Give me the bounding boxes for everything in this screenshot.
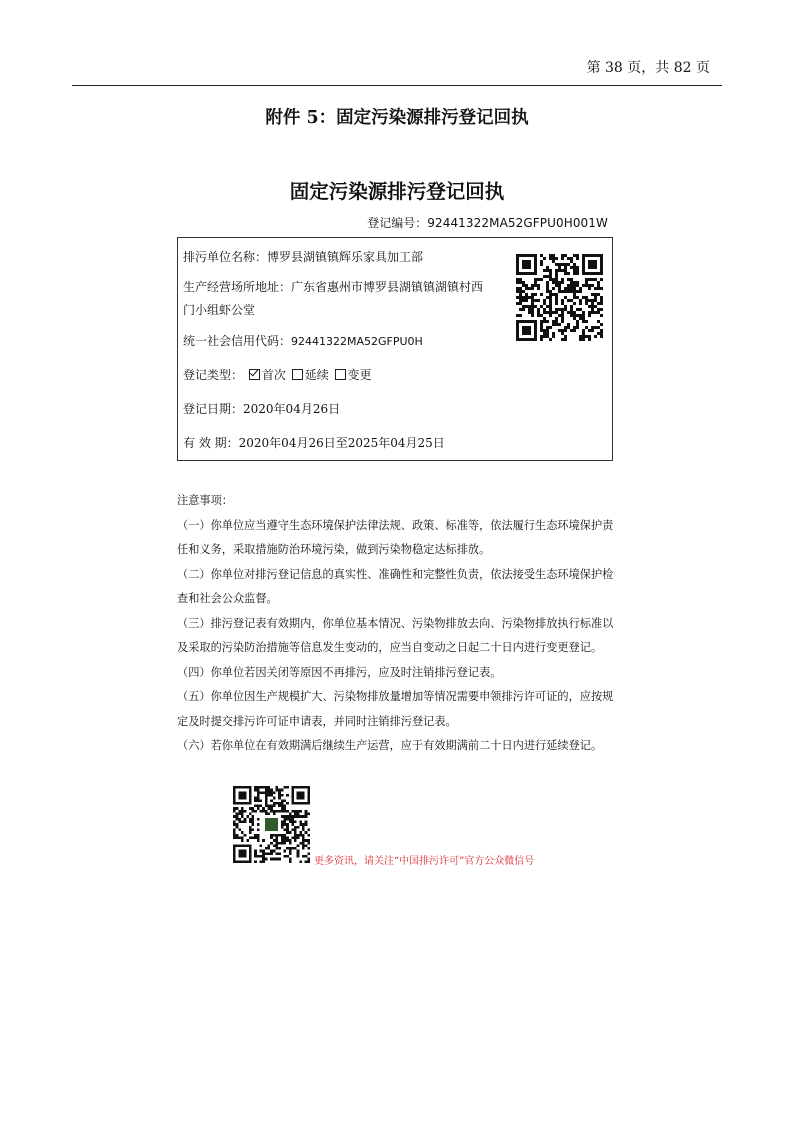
notes-line: 定及时提交排污许可证申请表，并同时注销排污登记表。 xyxy=(177,714,457,728)
page-header: 第 38 页，共 82 页 xyxy=(586,60,710,76)
checkbox-renewal-icon xyxy=(292,369,303,380)
reg-date-value: 2020年04月26日 xyxy=(243,402,341,416)
validity-value: 2020年04月26日至2025年04月25日 xyxy=(238,436,445,450)
header-rule xyxy=(72,85,722,86)
notes-line: 查和社会公众监督。 xyxy=(177,592,278,605)
address-label: 生产经营场所地址： xyxy=(183,280,292,294)
notes-line: （四）你单位若因关闭等原因不再排污，应及时注销排污登记表。 xyxy=(177,665,502,679)
reg-type-first: 首次 xyxy=(261,368,286,382)
reg-type-label: 登记类型： xyxy=(183,368,244,382)
credit-code-label: 统一社会信用代码： xyxy=(183,334,292,348)
notes-section xyxy=(177,489,617,759)
notes-line: （五）你单位因生产规模扩大、污染物排放量增加等情况需要申领排污许可证的，应按规 xyxy=(177,690,614,703)
address-row xyxy=(183,277,483,297)
notes-line: （一）你单位应当遵守生态环境保护法律法规、政策、标准等，依法履行生态环境保护责 xyxy=(177,518,614,532)
credit-code-value: 92441322MA52GFPU0H xyxy=(291,335,423,348)
attachment-title: 附件 5：固定污染源排污登记回执 xyxy=(265,108,529,128)
credit-code-row xyxy=(183,331,423,352)
reg-type-row xyxy=(183,365,372,385)
unit-name-row xyxy=(183,247,423,267)
unit-name-value: 博罗县湖镇镇辉乐家具加工部 xyxy=(267,250,424,264)
address-row-2 xyxy=(183,300,255,320)
reg-date-label: 登记日期： xyxy=(183,402,244,416)
checkbox-first-checked-icon xyxy=(249,369,260,380)
wechat-caption: 更多资讯，请关注“中国排污许可”官方公众微信号 xyxy=(314,856,535,867)
info-box xyxy=(177,237,613,461)
notes-line: （六）若你单位在有效期满后继续生产运营，应于有效期满前二十日内进行延续登记。 xyxy=(177,739,603,752)
notes-title: 注意事项： xyxy=(177,494,233,507)
address-value-line1: 广东省惠州市博罗县湖镇镇湖镇村西 xyxy=(291,280,484,294)
address-value-line2: 门小组虾公堂 xyxy=(183,303,256,317)
validity-row xyxy=(183,433,445,453)
registration-label: 登记编号： xyxy=(367,216,428,230)
notes-line: （二）你单位对排污登记信息的真实性、准确性和完整性负责，依法接受生态环境保护检 xyxy=(177,567,614,581)
registration-qr-code-icon xyxy=(516,254,603,341)
notes-line: 及采取的污染防治措施等信息发生变动的，应当自变动之日起二十日内进行变更登记。 xyxy=(177,641,603,654)
validity-label: 有 效 期： xyxy=(183,436,239,450)
reg-type-change: 变更 xyxy=(347,368,372,382)
unit-name-label: 排污单位名称： xyxy=(183,250,268,264)
wechat-qr-code-icon xyxy=(233,786,310,863)
registration-value: 92441322MA52GFPU0H001W xyxy=(427,216,608,230)
checkbox-change-icon xyxy=(335,369,346,380)
notes-line: 任和义务，采取措施防治环境污染，做到污染物稳定达标排放。 xyxy=(177,543,491,556)
receipt-title: 固定污染源排污登记回执 xyxy=(289,180,505,203)
notes-line: （三）排污登记表有效期内，你单位基本情况、污染物排放去向、污染物排放执行标准以 xyxy=(177,616,614,630)
reg-type-renewal: 延续 xyxy=(304,368,329,382)
reg-date-row xyxy=(183,399,340,419)
registration-number xyxy=(367,214,608,231)
